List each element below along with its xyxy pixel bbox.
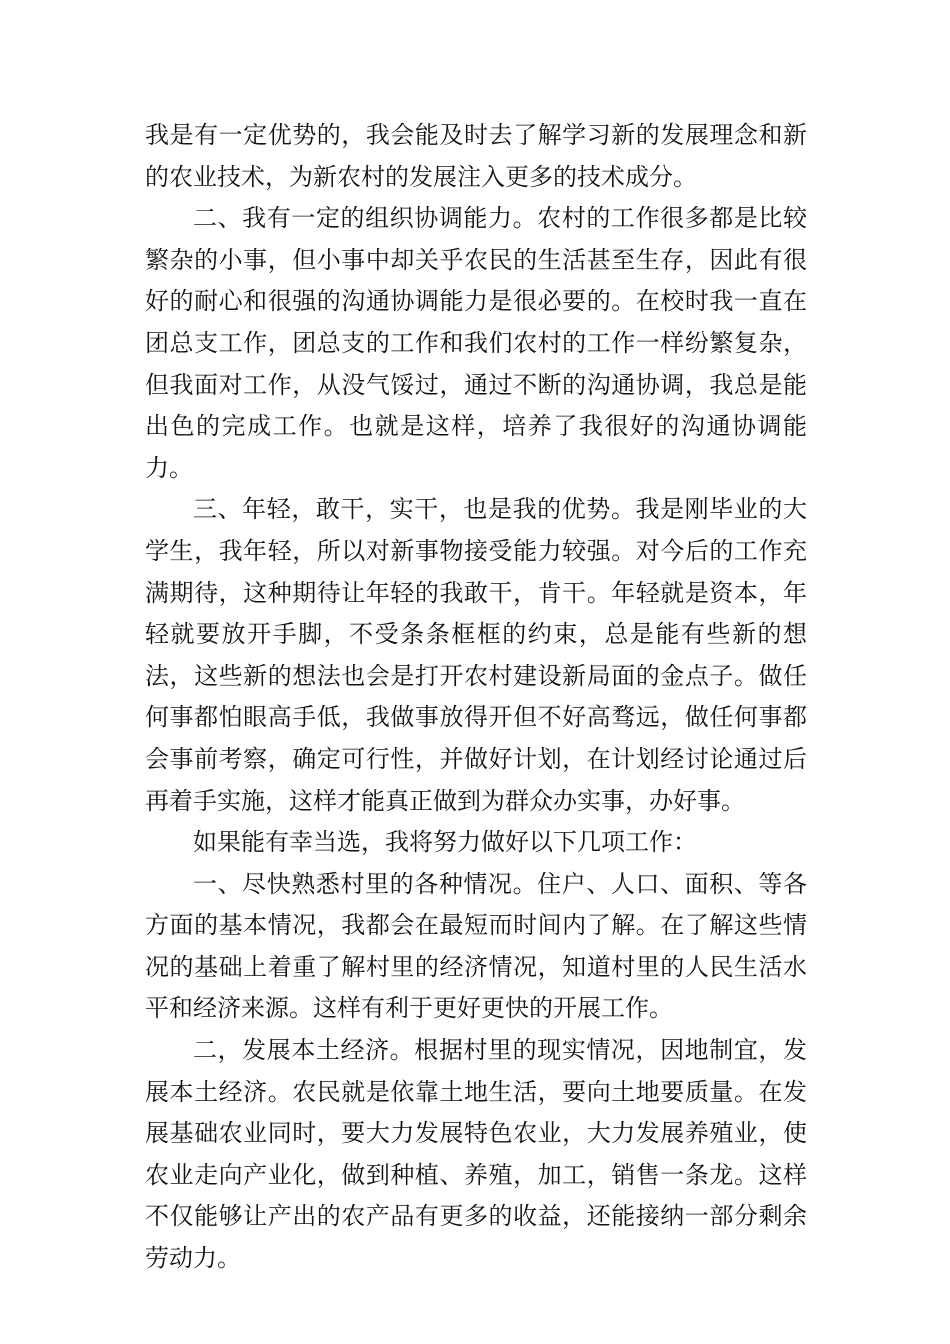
paragraph-6: 二，发展本土经济。根据村里的现实情况，因地制宜，发展本土经济。农民就是依靠土地生活，要向土地要质量。在发展基础农业同时，要大力发展特色农业，大力发展养殖业，使农业走向产业化，做到种植、养殖，加工，销售一条龙。这样不仅能够让产出的农产品有更多的收益，还能接纳一部分剩余劳动力。 [145, 1036, 807, 1273]
paragraph-4: 如果能有幸当选，我将努力做好以下几项工作： [193, 828, 697, 857]
paragraph-3: 三、年轻，敢干，实干，也是我的优势。我是刚毕业的大学生，我年轻，所以对新事物接受能力较强。对今后的工作充满期待，这种期待让年轻的我敢干，肯干。年轻就是资本，年轻就要放开手脚，不受条条框框的约束，总是能有些新的想法，这些新的想法也会是打开农村建设新局面的金点子。做任何事都怕眼高手低，我做事放得开但不好高骛远，做任何事都会事前考察，确定可行性，并做好计划，在计划经讨论通过后再着手实施，这样才能真正做到为群众办实事，办好事。 [145, 495, 807, 815]
paragraph-5: 一、尽快熟悉村里的各种情况。住户、人口、面积、等各方面的基本情况，我都会在最短而时间内了解。在了解这些情况的基础上着重了解村里的经济情况，知道村里的人民生活水平和经济来源。这样有利于更好更快的开展工作。 [145, 869, 807, 1023]
paragraph-1: 我是有一定优势的，我会能及时去了解学习新的发展理念和新的农业技术，为新农村的发展注入更多的技术成分。 [145, 121, 807, 191]
paragraph-2: 二、我有一定的组织协调能力。农村的工作很多都是比较繁杂的小事，但小事中却关乎农民的生活甚至生存，因此有很好的耐心和很强的沟通协调能力是很必要的。在校时我一直在团总支工作，团总支的工作和我们农村的工作一样纷繁复杂，但我面对工作，从没气馁过，通过不断的沟通协调，我总是能出色的完成工作。也就是这样，培养了我很好的沟通协调能力。 [145, 204, 807, 482]
document-body [145, 115, 807, 1280]
